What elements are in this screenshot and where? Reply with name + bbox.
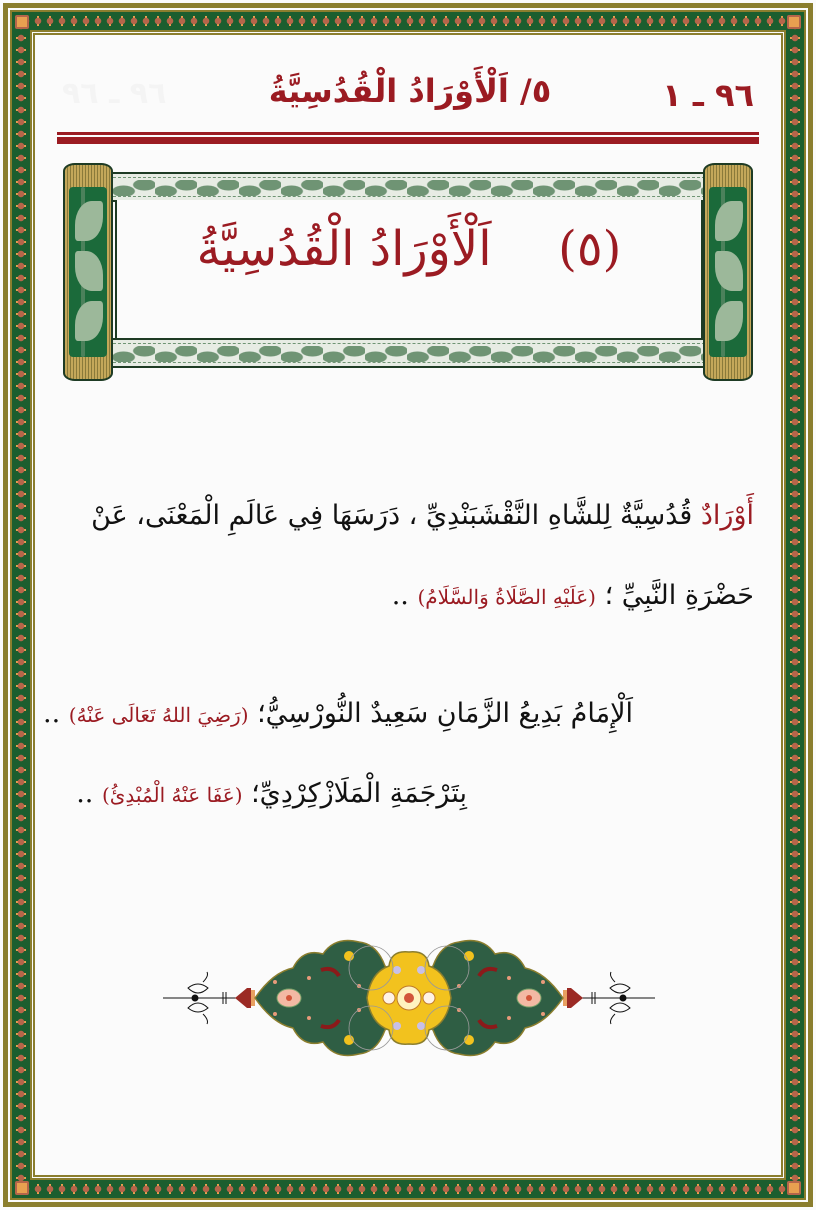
roll-core [709, 187, 747, 357]
frame-pattern-top [20, 16, 796, 26]
running-title: ٥/ اَلْأَوْرَادُ الْقُدُسِيَّةُ [268, 72, 552, 110]
scroll-stitch [113, 343, 705, 344]
scroll-stitch [113, 177, 705, 178]
ellipsis: .. [391, 580, 418, 611]
honorific-text: (عَلَيْهِ الصَّلَاةُ وَالسَّلَامُ) [417, 585, 596, 609]
vine-pattern-icon [113, 346, 705, 362]
roll-core [69, 187, 107, 357]
corner-knot-icon [15, 1181, 29, 1195]
body-text: قُدُسِيَّةٌ لِلشَّاهِ النَّقْشَبَنْدِيِّ ، دَرَسَهَا فِي عَالَمِ الْمَعْنَى، عَنْ [91, 500, 701, 531]
leaf-icon [75, 301, 103, 341]
header-rule-thin [57, 132, 759, 135]
corner-knot-icon [15, 15, 29, 29]
ellipsis: .. [76, 778, 102, 809]
vine-pattern-icon [113, 180, 705, 196]
highlighted-word: أَوْرَادٌ [700, 500, 754, 531]
honorific-text: (رَضِيَ اللهُ تَعَالَى عَنْهُ) [68, 703, 249, 727]
chapter-number: (٥) [558, 221, 622, 277]
ellipsis: .. [43, 698, 69, 729]
frame-pattern-left [16, 20, 26, 1190]
body-line-2 [392, 580, 754, 611]
leaf-icon [715, 251, 743, 291]
body-line-1 [91, 500, 754, 531]
scroll-roll-left-icon [63, 163, 113, 381]
body-line-3 [43, 698, 633, 729]
body-text: بِتَرْجَمَةِ الْمَلَازْكِرْدِيِّ؛ [242, 778, 467, 809]
floral-ornament-icon [163, 932, 655, 1064]
leaf-icon [715, 201, 743, 241]
ghost-page-number: ٩٦ ـ ٩٦ [62, 76, 167, 111]
left-tip [235, 988, 251, 1008]
chapter-title-text: اَلْأَوْرَادُ الْقُدُسِيَّةُ [196, 221, 492, 277]
scroll-stitch [113, 196, 705, 197]
corner-knot-icon [787, 1181, 801, 1195]
chapter-title [115, 221, 703, 277]
scroll-stitch [113, 362, 705, 363]
frame-pattern-right [790, 20, 800, 1190]
corner-knot-icon [787, 15, 801, 29]
header-rule-thick [57, 137, 759, 144]
frame-pattern-bottom [20, 1184, 796, 1194]
chapter-scroll-banner [63, 163, 755, 381]
body-text: اَلْإِمَامُ بَدِيعُ الزَّمَانِ سَعِيدٌ النُّورْسِيُّ؛ [248, 698, 633, 729]
leaf-icon [75, 251, 103, 291]
page-number: ٩٦ ـ ١ [662, 76, 754, 114]
honorific-text: (عَفَا عَنْهُ الْمُبْدِئُ) [101, 783, 243, 807]
scroll-vine-band-bottom [113, 338, 705, 368]
scroll-vine-band-top [113, 172, 705, 202]
leaf-icon [75, 201, 103, 241]
leaf-icon [715, 301, 743, 341]
body-line-4 [76, 778, 467, 809]
scroll-roll-right-icon [703, 163, 753, 381]
body-text: حَضْرَةِ النَّبِيِّ ؛ [595, 580, 754, 611]
